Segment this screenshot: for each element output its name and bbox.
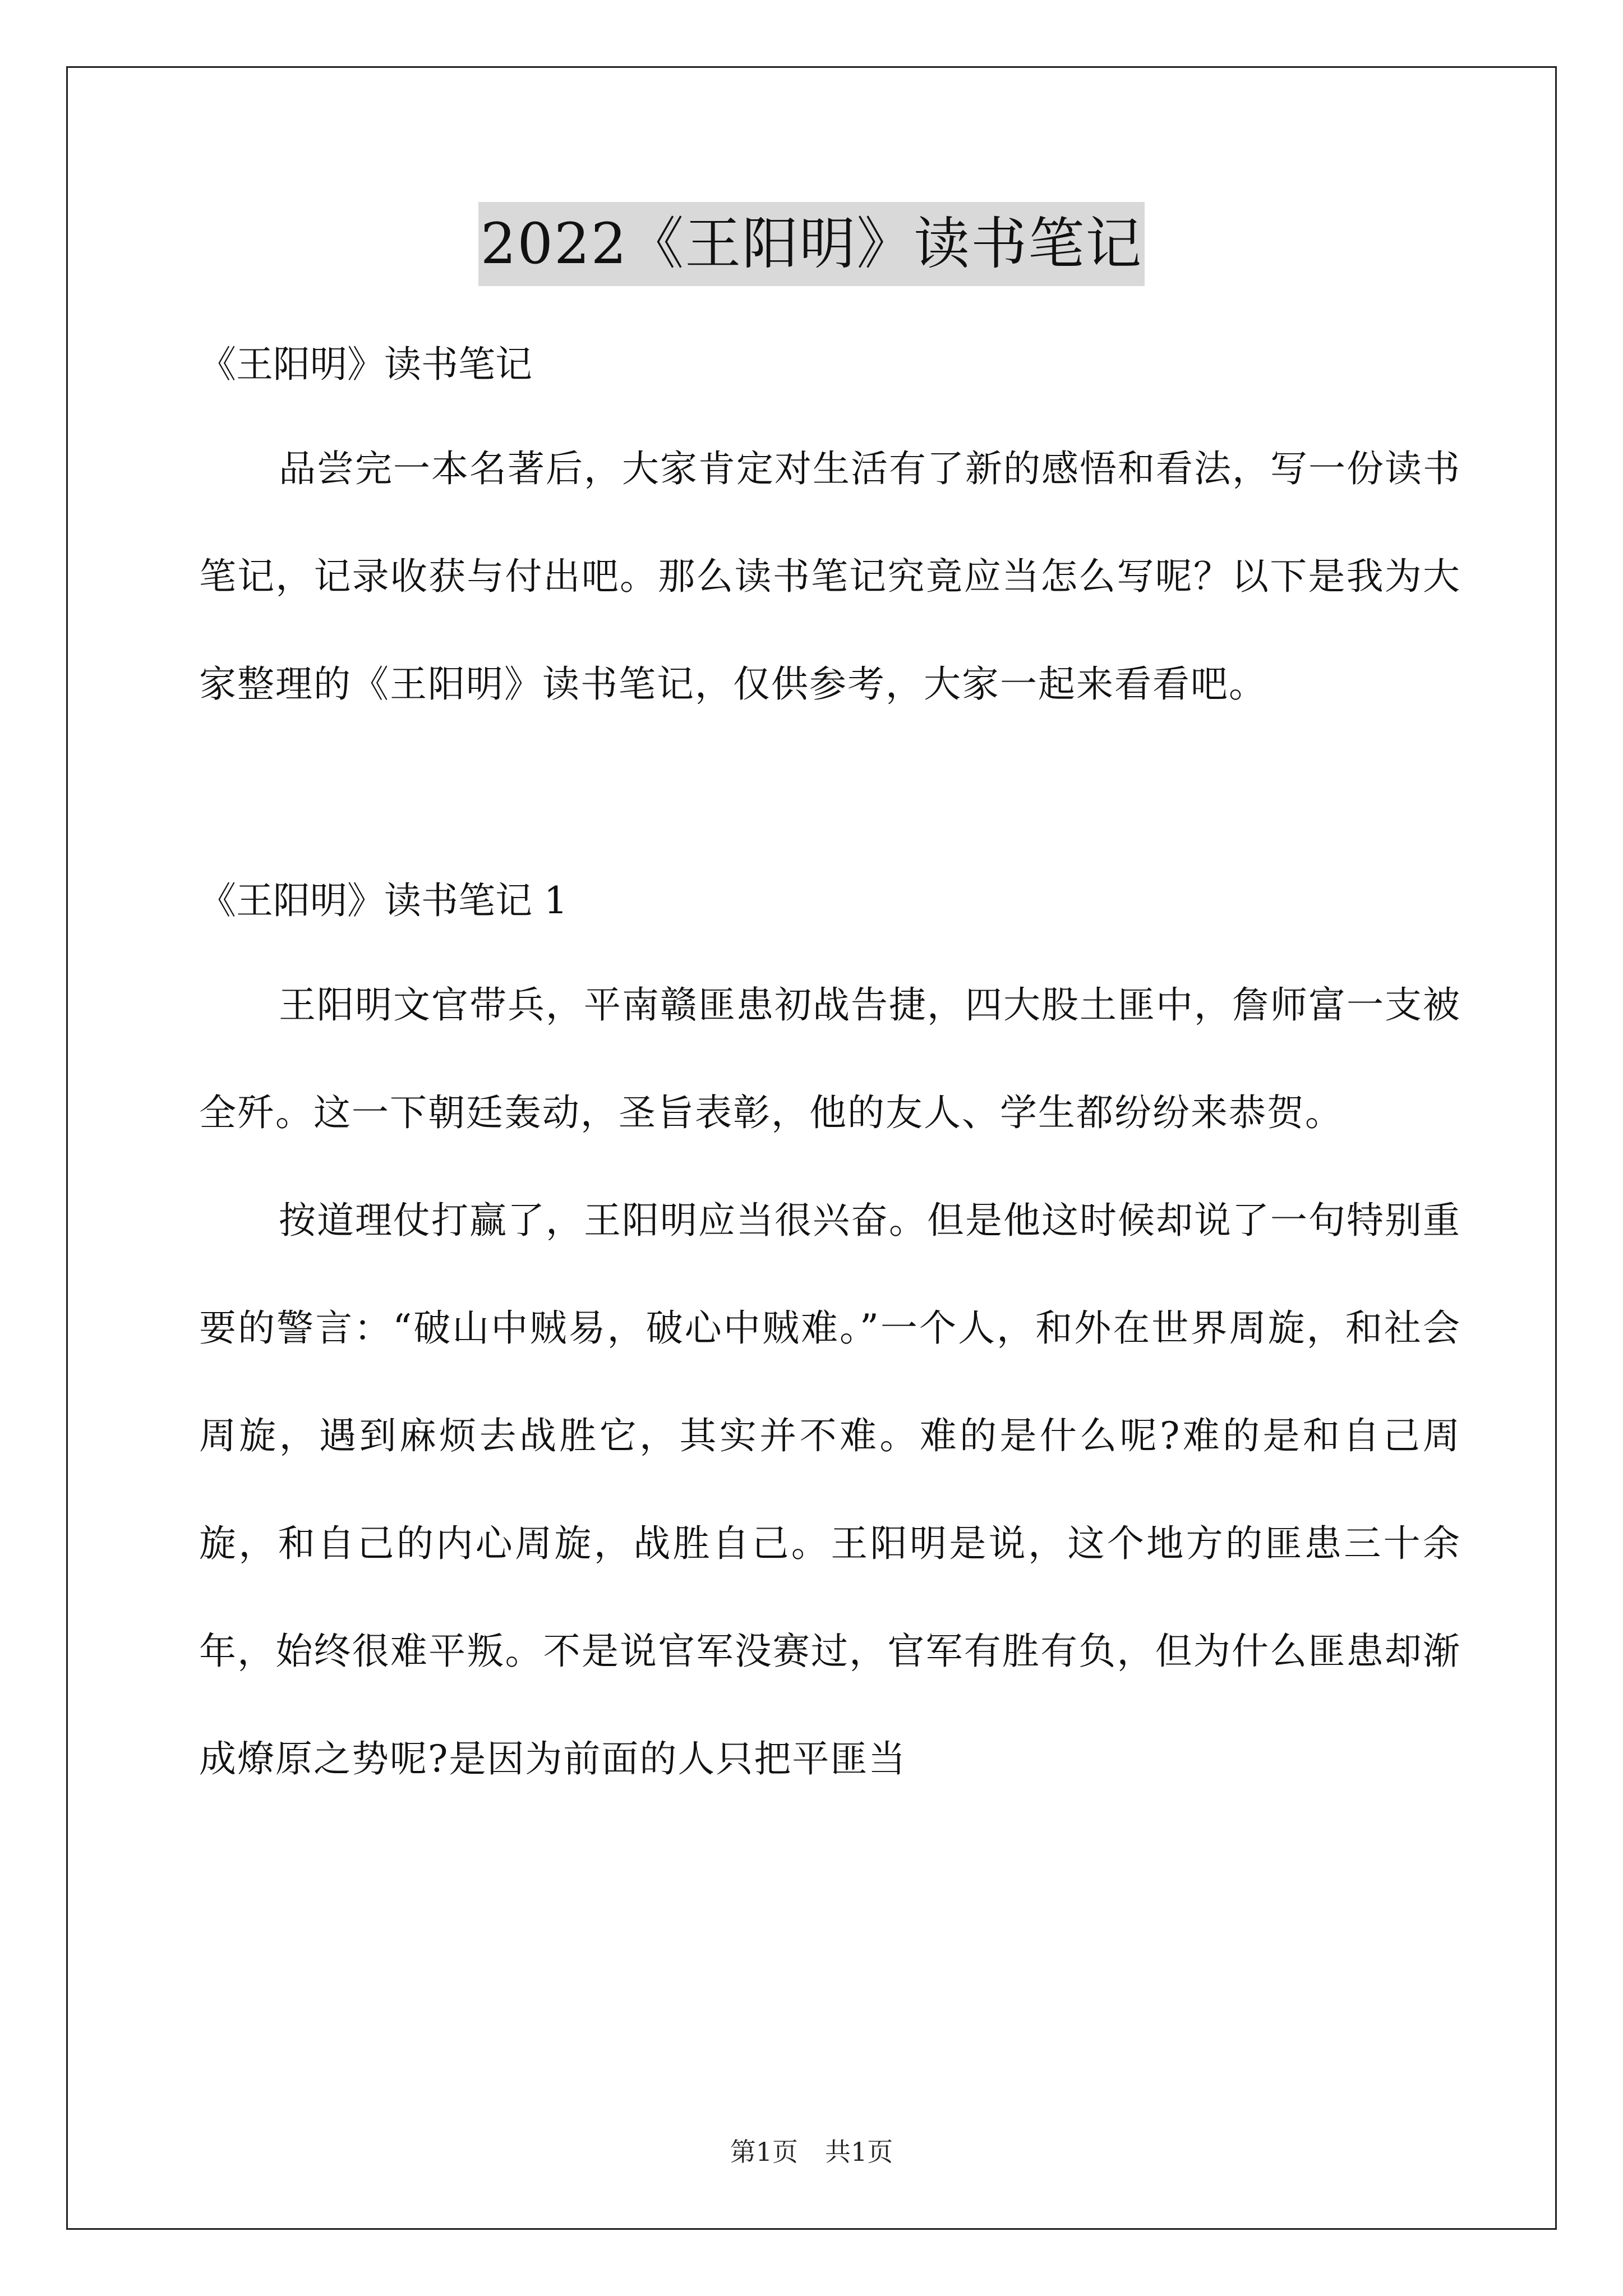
page-total: 共1页 xyxy=(825,2137,893,2167)
document-title: 2022《王阳明》读书笔记 xyxy=(478,202,1145,286)
spacer xyxy=(199,393,1461,415)
body-paragraph: 王阳明文官带兵，平南赣匪患初战告捷，四大股土匪中，詹师富一支被全歼。这一下朝廷轰动，圣旨表彰，他的友人、学生都纷纷来恭贺。 xyxy=(199,983,1461,1134)
body-paragraph: 按道理仗打赢了，王阳明应当很兴奋。但是他这时候却说了一句特别重要的警言：“破山中贼易，破心中贼难。”一个人，和外在世界周旋，和社会周旋，遇到麻烦去战胜它，其实并不难。难的是什么呢?难的是和自己周旋，和自己的内心周旋，战胜自己。王阳明是说，这个地方的匪患三十余年，始终很难平叛。不是说官军没赛过，官军有胜有负，但为什么匪患却渐成燎原之势呢?是因为前面的人只把平匪当 xyxy=(199,1199,1461,1780)
title-container xyxy=(0,202,1623,286)
intro-paragraph: 品尝完一本名著后，大家肯定对生活有了新的感悟和看法，写一份读书笔记，记录收获与付出吧。那么读书笔记究竟应当怎么写呢？以下是我为大家整理的《王阳明》读书笔记，仅供参考，大家一起来看看吧。 xyxy=(199,447,1461,706)
section-spacer xyxy=(199,738,1461,873)
section-heading: 《王阳明》读书笔记 1 xyxy=(199,879,568,922)
intro-heading: 《王阳明》读书笔记 xyxy=(199,343,532,386)
document-body xyxy=(199,337,1461,1813)
page-number: 第1页 xyxy=(730,2137,798,2167)
spacer xyxy=(199,929,1461,951)
page-footer xyxy=(0,2135,1623,2169)
